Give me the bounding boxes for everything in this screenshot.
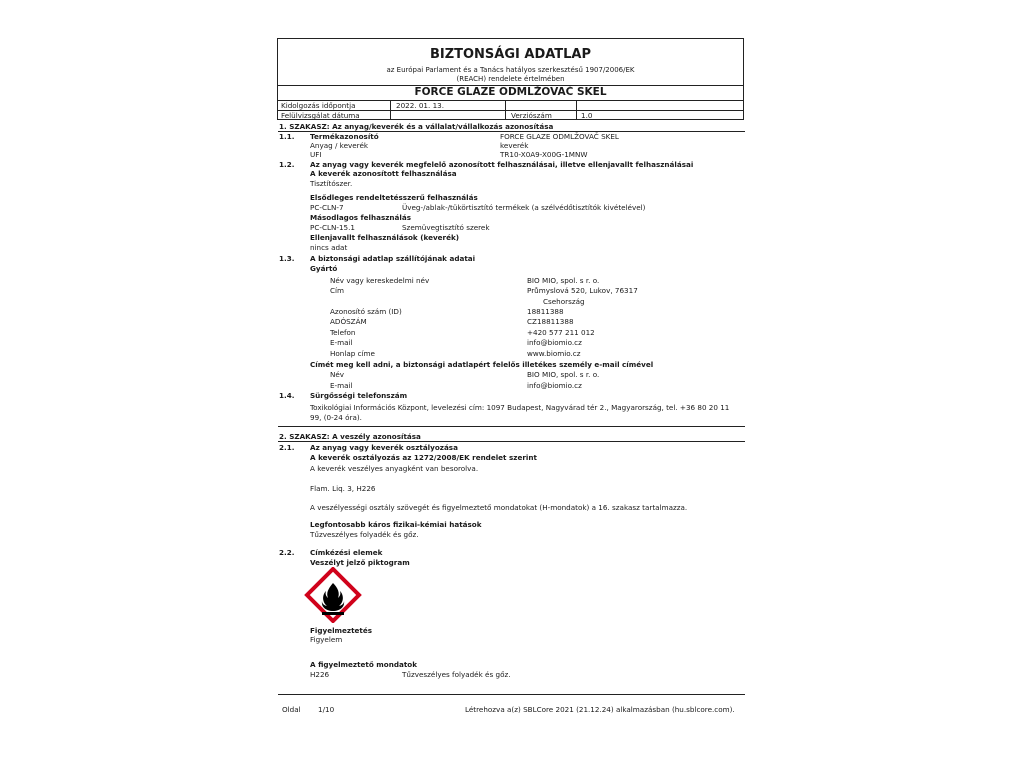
page-number: 1/10 [318, 705, 335, 714]
page-label: Oldal [282, 705, 301, 714]
s13-label-5: Telefon [330, 328, 356, 337]
s22-signal-title: Figyelmeztetés [310, 626, 372, 635]
section2-heading: 2. SZAKASZ: A veszély azonosítása [279, 432, 421, 441]
issue-date-label: Kidolgozás időpontja [281, 101, 356, 110]
s11-title: Termékazonosító [310, 132, 379, 141]
version-value: 1.0 [581, 111, 593, 120]
section1-heading: 1. SZAKASZ: Az anyag/keverék és a vállalat/vállalkozás azonosítása [279, 122, 554, 131]
s13-label-3: Azonosító szám (ID) [330, 307, 402, 316]
s21-subtitle: A keverék osztályozás az 1272/2008/EK rendelet szerint [310, 453, 537, 462]
s13-resp-label-0: Név [330, 370, 345, 379]
s21-classification: Flam. Liq. 3, H226 [310, 484, 376, 493]
s13-value-6: info@biomio.cz [527, 338, 582, 347]
product-title: FORCE GLAZE ODMLŽOVAČ SKEL [414, 86, 607, 98]
s12-primary-title: Elsődleges rendeltetésszerű felhasználás [310, 193, 478, 202]
s22-pictogram-title: Veszélyt jelző piktogram [310, 558, 410, 567]
s12-number: 1.2. [279, 160, 295, 169]
s22-hazard-code: H226 [310, 670, 330, 679]
document-title: BIZTONSÁGI ADATLAP [429, 47, 592, 62]
s12-secondary-title: Másodlagos felhasználás [310, 213, 411, 222]
s14-title: Sürgősségi telefonszám [310, 391, 408, 400]
s21-title: Az anyag vagy keverék osztályozása [310, 443, 458, 452]
divider [278, 426, 745, 427]
s22-hazard-text: Tűzveszélyes folyadék és gőz. [402, 670, 511, 679]
s22-hazard-title: A figyelmeztető mondatok [310, 660, 417, 669]
issue-date-value: 2022. 01. 13. [396, 101, 445, 110]
header-box [277, 38, 744, 120]
s13-value-2: Csehország [543, 297, 585, 306]
footer-generated: Létrehozva a(z) SBLCore 2021 (21.12.24) alkalmazásban (hu.sblcore.com). [465, 705, 735, 714]
s11-value-1: keverék [500, 141, 529, 150]
s13-value-3: 18811388 [527, 307, 564, 316]
s13-maker: Gyártó [310, 264, 338, 273]
s14-number: 1.4. [279, 391, 295, 400]
s14-text-1: Toxikológiai Információs Központ, levelezési cím: 1097 Budapest, Nagyvárad tér 2., Magyarország, tel. +36 80 20 11 [310, 403, 730, 412]
s11-number: 1.1. [279, 132, 295, 141]
s12-contra-value: nincs adat [310, 243, 348, 252]
s12-title: Az anyag vagy keverék megfelelő azonosított felhasználásai, illetve ellenjavallt felhasználásai [310, 160, 694, 169]
s13-resp-value-0: BIO MIO, spol. s r. o. [527, 370, 600, 379]
s13-value-5: +420 577 211 012 [527, 328, 595, 337]
s13-label-4: ADÓSZÁM [330, 317, 367, 326]
s13-resp-value-1: info@biomio.cz [527, 381, 582, 390]
version-label: Verziószám [511, 111, 552, 120]
s13-label-0: Név vagy kereskedelmi név [330, 276, 430, 285]
s12-primary-code: PC-CLN-7 [310, 203, 344, 212]
s12-secondary-code: PC-CLN-15.1 [310, 223, 355, 232]
s11-label-1: UFI [310, 150, 322, 159]
s21-note: A veszélyességi osztály szövegét és figyelmeztető mondatokat (H-mondatok) a 16. szakasz tartalmazza. [310, 503, 688, 512]
s13-responsible-title: Címét meg kell adni, a biztonsági adatlapért felelős illetékes személy e-mail címével [310, 360, 654, 369]
s12-secondary-desc: Szemüvegtisztító szerek [402, 223, 490, 232]
s12-identified-title: A keverék azonosított felhasználása [310, 169, 457, 178]
s14-text-2: 99, (0-24 óra). [310, 413, 362, 422]
divider [278, 694, 745, 695]
s13-label-1: Cím [330, 286, 345, 295]
s22-number: 2.2. [279, 548, 295, 557]
s22-title: Címkézési elemek [310, 548, 383, 557]
document-subtitle-1: az Európai Parlament és a Tanács hatályos szerkesztésű 1907/2006/EK [386, 66, 635, 74]
s13-value-1: Průmyslová 520, Lukov, 76317 [527, 286, 638, 295]
s13-value-0: BIO MIO, spol. s r. o. [527, 276, 600, 285]
s13-resp-label-1: E-mail [330, 381, 353, 390]
s13-number: 1.3. [279, 254, 295, 263]
revision-date-label: Felülvizsgálat dátuma [281, 111, 360, 120]
s13-label-6: E-mail [330, 338, 353, 347]
divider [278, 441, 745, 442]
flame-pictogram-icon [301, 567, 365, 623]
s21-text: A keverék veszélyes anyagként van besorolva. [310, 464, 479, 473]
s21-effects-title: Legfontosabb káros fizikai-kémiai hatások [310, 520, 482, 529]
s12-contra-title: Ellenjavallt felhasználások (keverék) [310, 233, 460, 242]
divider [505, 100, 506, 120]
s13-title: A biztonsági adatlap szállítójának adatai [310, 254, 476, 263]
s13-label-7: Honlap címe [330, 349, 375, 358]
divider [390, 100, 391, 120]
s12-primary-desc: Üveg-/ablak-/tükörtisztító termékek (a szélvédőtisztítók kivételével) [402, 203, 646, 212]
s11-label-0: Anyag / keverék [310, 141, 369, 150]
s21-effects-value: Tűzveszélyes folyadék és gőz. [310, 530, 419, 539]
s22-signal-value: Figyelem [310, 635, 343, 644]
s11-value-2: TR10-X0A9-X00G-1MNW [500, 150, 588, 159]
document-subtitle-2: (REACH) rendelete értelmében [456, 75, 565, 83]
s21-number: 2.1. [279, 443, 295, 452]
s12-identified-value: Tisztítószer. [310, 179, 353, 188]
divider [576, 100, 577, 120]
s11-value-0: FORCE GLAZE ODMLŽOVAČ SKEL [500, 132, 619, 141]
s13-value-7: www.biomio.cz [527, 349, 581, 358]
s13-value-4: CZ18811388 [527, 317, 574, 326]
